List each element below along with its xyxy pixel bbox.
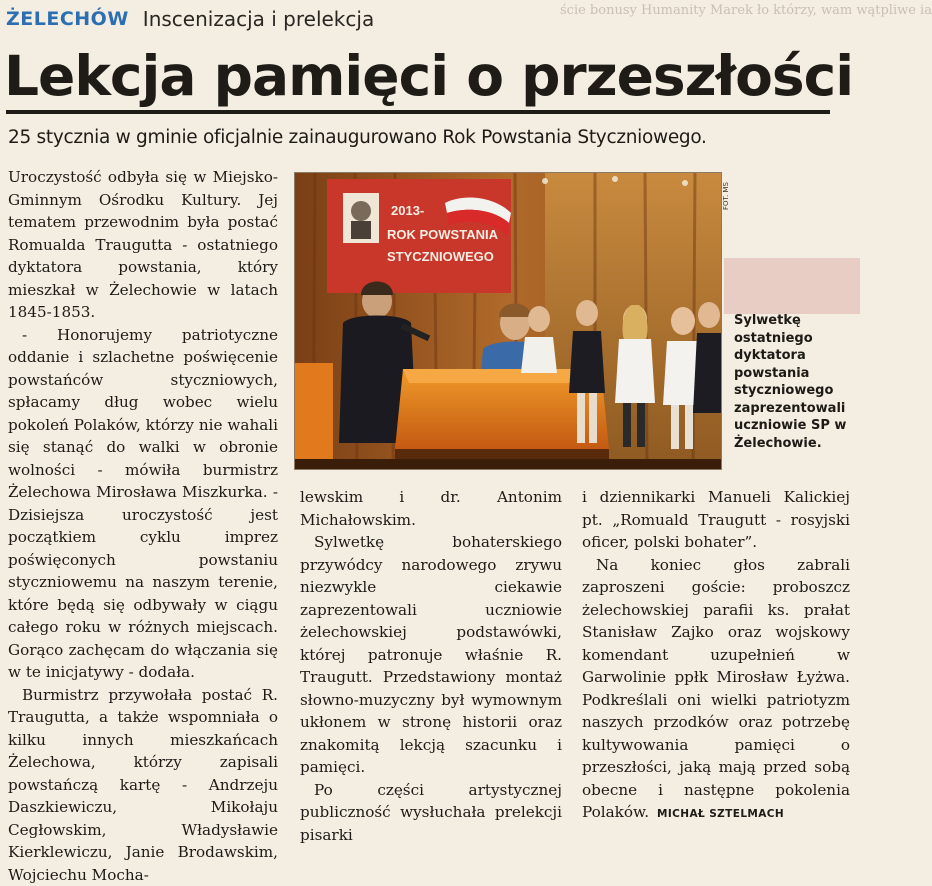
paragraph: Sylwetkę bohaterskiego przywódcy narodowego zrywu niezwykle ciekawie zaprezentowali uczniowie żelechowskiej podstawówki, której patronuje właśnie R. Traugutt. Przedstawiony montaż słowno-muzyczny był wymownym ukłonem w stronę historii oraz znakomitą lekcją szacunku i pamięci. [300, 531, 562, 779]
banner-line-3: STYCZNIOWEGO [387, 249, 494, 264]
lead-paragraph: 25 stycznia w gminie oficjalnie zainaugurowano Rok Powstania Styczniowego. [8, 124, 858, 152]
headline-text: Lekcja pamięci o przeszłości [4, 44, 853, 108]
paragraph: Po części artystycznej publiczność wysłuchała prelekcji pisarki [300, 779, 562, 847]
paragraph-text: Na koniec głos zabrali zaproszeni goście: proboszcz żelechowskiej parafii ks. prałat Stanisław Zajko oraz wojskowy komendant uzupełnień w Garwolinie ppłk Mirosław Łyżwa. Podkreślali oni wielki patriotyzm naszych przodków oraz potrzebę kultywowania pamięci o przeszłości, jaką mają przed sobą obecne i następne pokolenia Polaków. [582, 556, 850, 822]
author-byline: MICHAŁ SZTELMACH [657, 808, 784, 820]
paragraph: lewskim i dr. Antonim Michałowskim. [300, 486, 562, 531]
article-column-3 [582, 486, 850, 762]
bleed-through-ad [724, 258, 860, 314]
paragraph: Uroczystość odbyła się w Miejsko-Gminnym Ośrodku Kultury. Jej tematem przewodnim była postać Romualda Traugutta - ostatniego dyktatora powstania, który mieszkał w Żelechowie w latach 1845-1853. [8, 166, 278, 324]
headline [4, 40, 860, 112]
location-label: ŻELECHÓW [6, 8, 129, 30]
paragraph: Burmistrz przywołała postać R. Traugutta, a także wspomniała o kilku innych mieszkańcach Żelechowa, którzy zapisali powstańczą kartę - Andrzeju Daszkiewiczu, Mikołaju Cegłowskim, Władysławie Kierklewiczu, Janie Brodawskim, Wojciechu Mocha- [8, 684, 278, 886]
photo-caption: Sylwetkę ostatniego dyktatora powstania styczniowego zaprezentowali uczniowie SP w Żelechowie. [734, 312, 856, 452]
photo-illustration [295, 173, 721, 469]
banner-line-1: 2013- [391, 203, 424, 218]
rubric-label: Inscenizacja i prelekcja [143, 7, 374, 31]
article-column-1 [8, 166, 278, 762]
bleed-through-text: ście bonusy Humanity Marek ło którzy, wam wątpliwe ia [560, 2, 860, 22]
kicker [6, 4, 374, 34]
photo-credit: FOT. MS [722, 176, 730, 210]
paragraph: - Honorujemy patriotyczne oddanie i szlachetne poświęcenie powstańców styczniowych, spłacamy dług wobec wielu pokoleń Polaków, którzy nie wahali się stanąć do walki w obronie wolności - mówiła burmistrz Żelechowa Mirosława Miszkurka. - Dzisiejsza uroczystość jest początkiem cyklu imprez poświęconych powstaniu styczniowemu na naszym terenie, które będą się odbywały w ciągu całego roku w różnych miejscach. Gorąco zachęcam do włączania się w te inicjatywy - dodała. [8, 324, 278, 684]
banner-line-2: ROK POWSTANIA [387, 227, 499, 242]
paragraph: i dziennikarki Manueli Kalickiej pt. „Romuald Traugutt - rosyjski oficer, polski bohater”. [582, 486, 850, 554]
article-photo [294, 172, 722, 470]
paragraph [582, 554, 850, 826]
article-column-2 [300, 486, 562, 762]
headline-rule [6, 110, 830, 114]
